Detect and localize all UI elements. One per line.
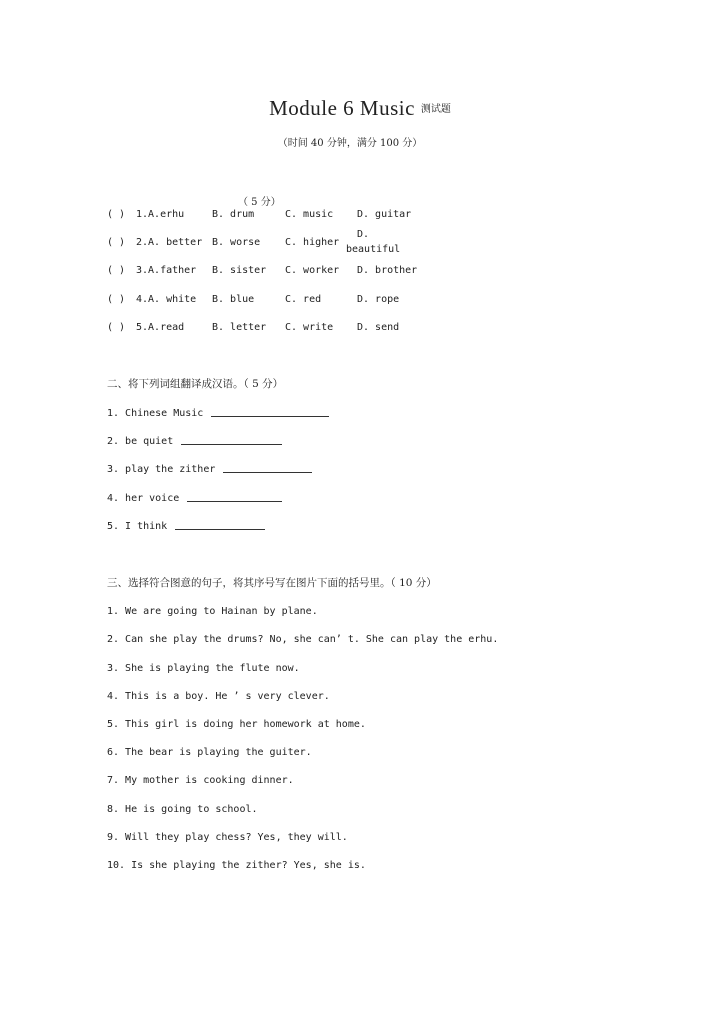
option-d-line2: beautiful (346, 244, 401, 255)
item-text: 1. Chinese Music (107, 408, 204, 419)
item-text: 4. her voice (107, 493, 180, 504)
option-c: C. worker (285, 265, 340, 276)
list-item: 9. Will they play chess? Yes, they will. (107, 832, 348, 843)
section1-points: （ 5 分） (238, 197, 281, 208)
option-a: 5.A.read (136, 322, 185, 333)
answer-blank[interactable] (223, 463, 312, 473)
answer-blank[interactable] (181, 435, 282, 445)
section3-heading: 三、选择符合图意的句子，将其序号写在图片下面的括号里。（ 10 分） (107, 577, 437, 589)
option-d: D. guitar (357, 209, 412, 220)
list-item (107, 492, 282, 504)
option-b: B. blue (212, 294, 255, 305)
list-item: 8. He is going to school. (107, 804, 258, 815)
option-d-line1: D. (357, 229, 370, 240)
answer-paren[interactable]: ( ) (107, 322, 126, 333)
list-item (107, 435, 282, 447)
option-d: D. brother (357, 265, 418, 276)
list-item (107, 463, 312, 475)
option-b: B. worse (212, 237, 261, 248)
option-d: D. send (357, 322, 400, 333)
item-text: 2. be quiet (107, 436, 174, 447)
list-item: 1. We are going to Hainan by plane. (107, 606, 318, 617)
item-text: 5. I think (107, 521, 168, 532)
option-a: 3.A.father (136, 265, 197, 276)
title-suffix: 测试题 (420, 104, 451, 115)
list-item (107, 520, 265, 532)
list-item: 2. Can she play the drums? No, she can’ t. She can play the erhu. (107, 634, 499, 645)
option-a: 2.A. better (136, 237, 203, 248)
option-b: B. letter (212, 322, 267, 333)
section2-heading: 二、将下列词组翻译成汉语。（ 5 分） (107, 378, 284, 390)
answer-paren[interactable]: ( ) (107, 209, 126, 220)
option-c: C. write (285, 322, 334, 333)
list-item: 3. She is playing the flute now. (107, 663, 300, 674)
option-b: B. drum (212, 209, 255, 220)
list-item: 7. My mother is cooking dinner. (107, 775, 294, 786)
answer-paren[interactable]: ( ) (107, 294, 126, 305)
title-main: Module 6 Music (269, 96, 415, 120)
list-item: 5. This girl is doing her homework at home. (107, 719, 366, 730)
answer-blank[interactable] (211, 407, 329, 417)
option-c: C. higher (285, 237, 340, 248)
page-title (0, 96, 720, 121)
answer-blank[interactable] (175, 520, 265, 530)
item-text: 3. play the zither (107, 464, 216, 475)
option-a: 4.A. white (136, 294, 197, 305)
list-item (107, 407, 329, 419)
list-item: 4. This is a boy. He ’ s very clever. (107, 691, 330, 702)
option-c: C. music (285, 209, 334, 220)
option-a: 1.A.erhu (136, 209, 185, 220)
answer-blank[interactable] (187, 492, 282, 502)
option-b: B. sister (212, 265, 267, 276)
option-d: D. rope (357, 294, 400, 305)
answer-paren[interactable]: ( ) (107, 237, 126, 248)
option-c: C. red (285, 294, 322, 305)
answer-paren[interactable]: ( ) (107, 265, 126, 276)
list-item: 6. The bear is playing the guiter. (107, 747, 312, 758)
exam-info: （时间 40 分钟，满分 100 分） (277, 138, 423, 149)
list-item: 10. Is she playing the zither? Yes, she is. (107, 860, 366, 871)
